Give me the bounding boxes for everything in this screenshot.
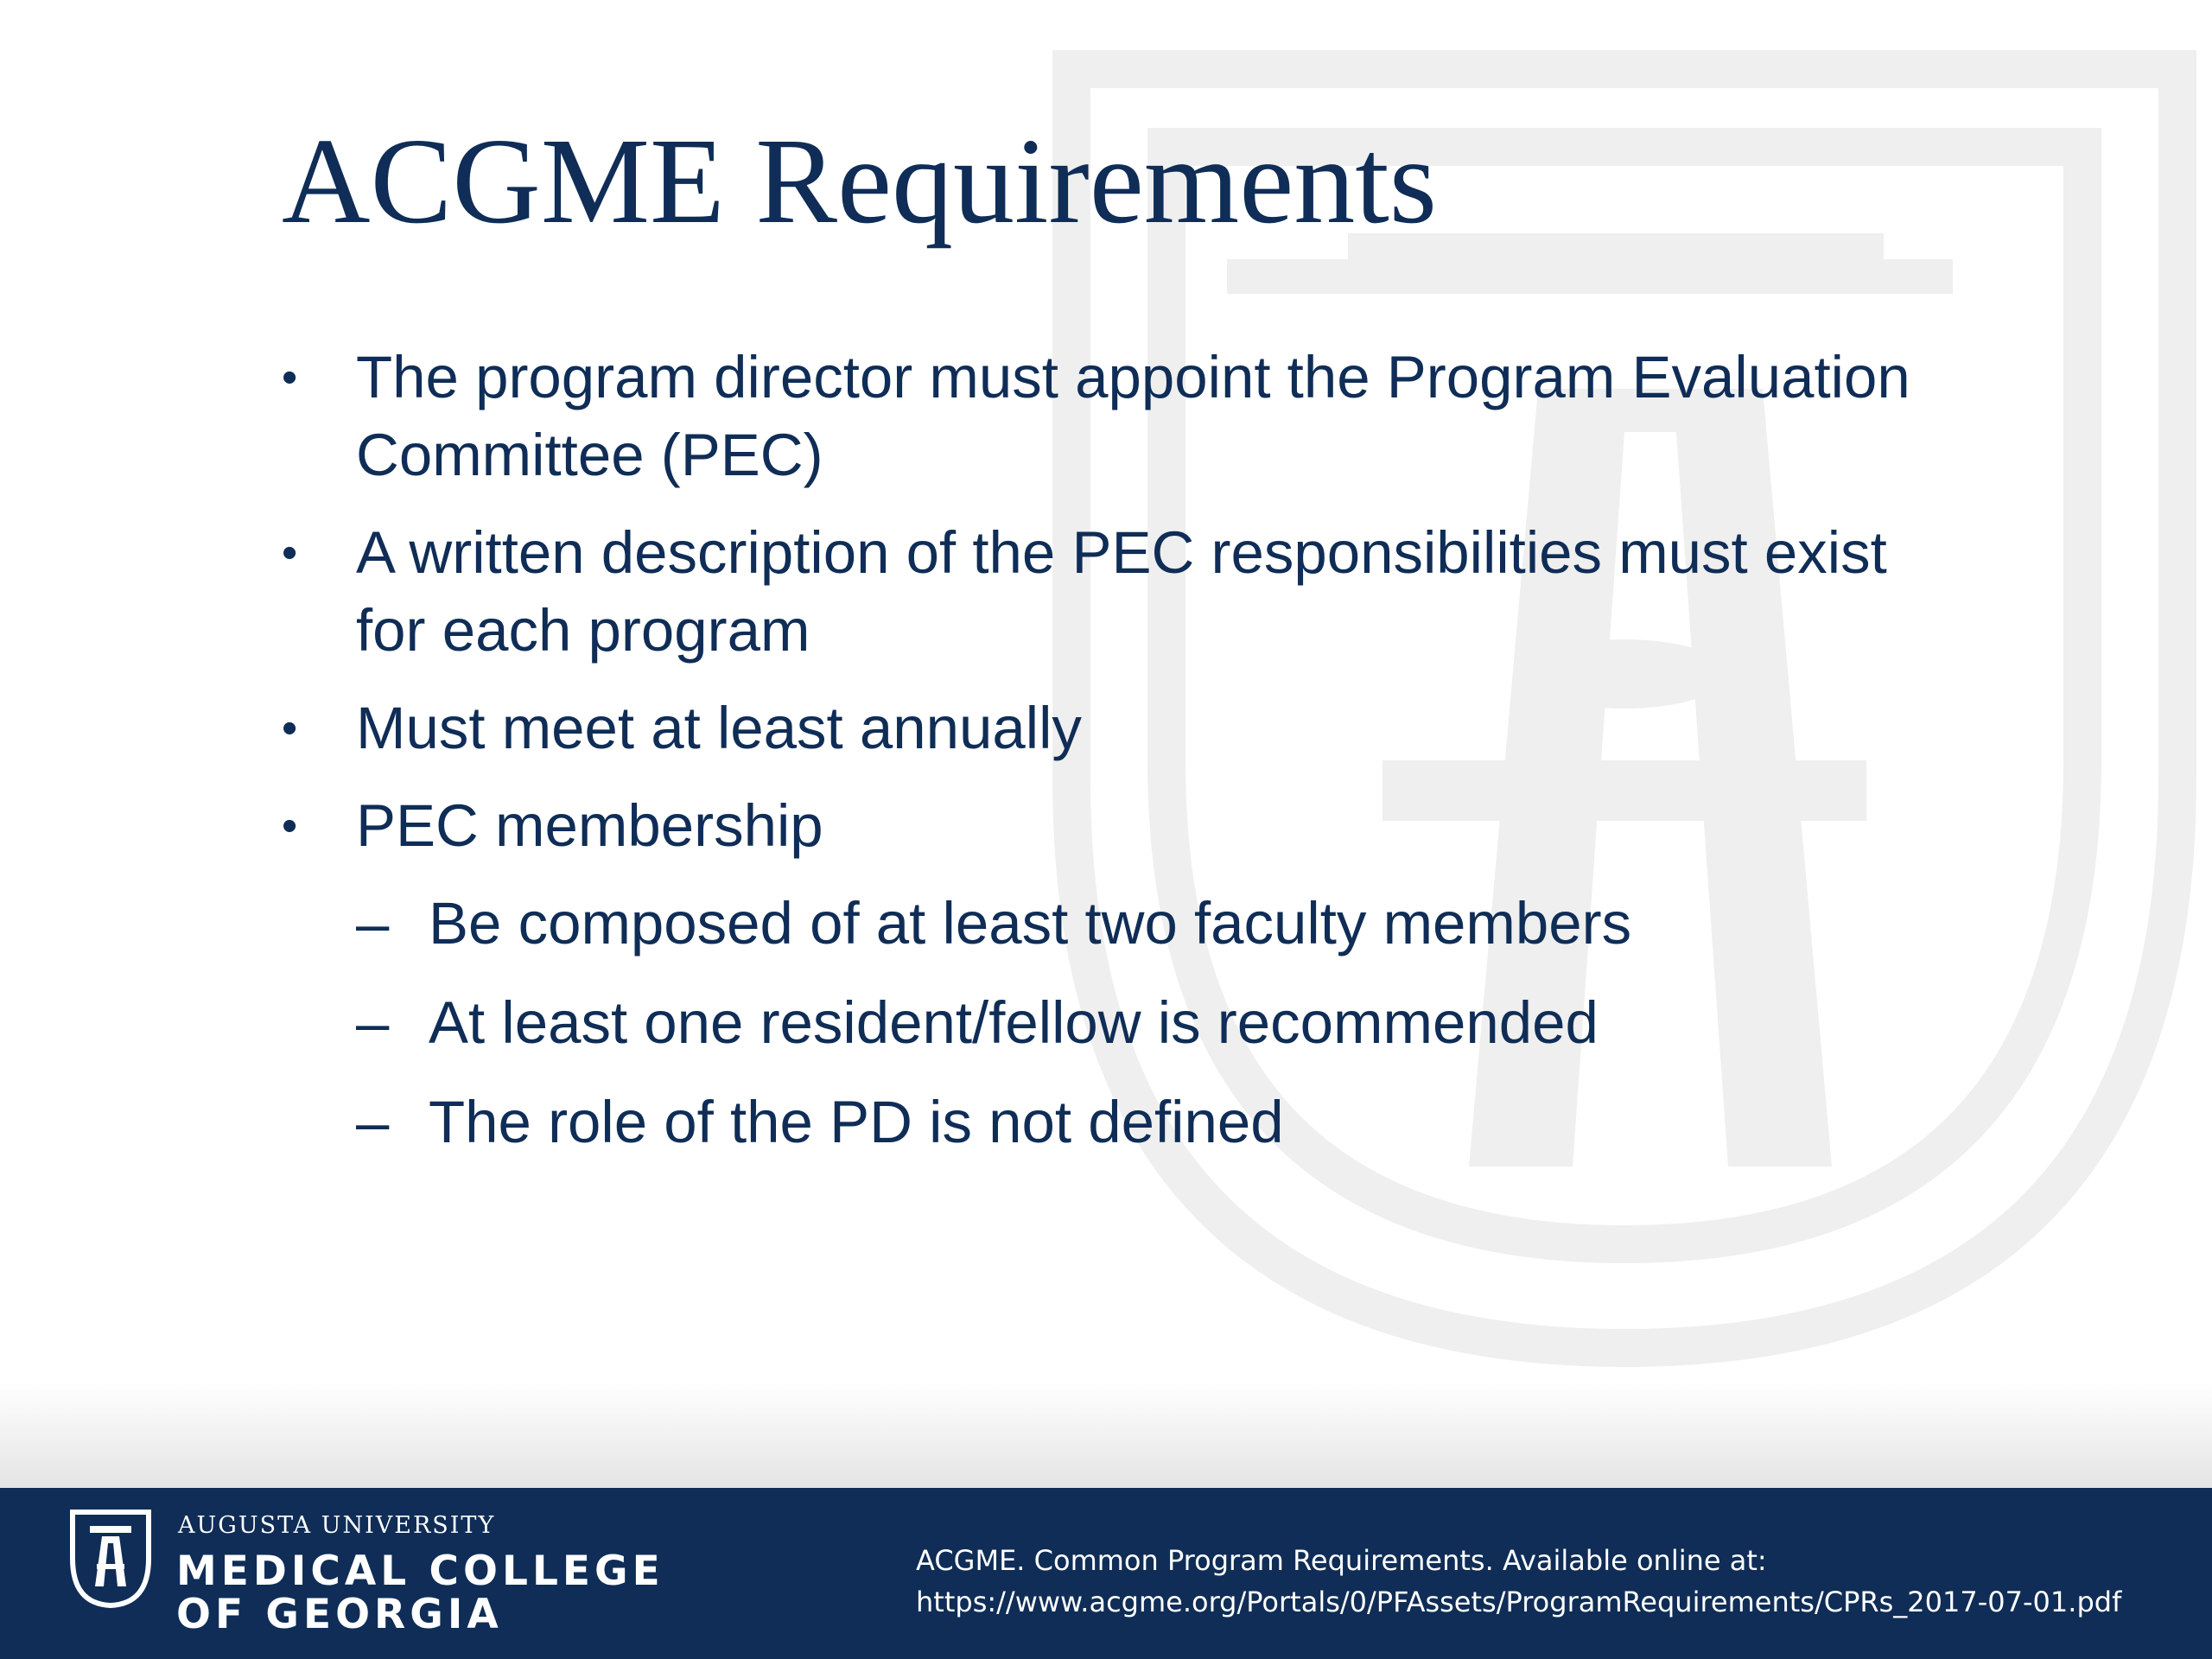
citation — [916, 1540, 2195, 1623]
bullet-item: • The program director must appoint the Program Evaluation Committee (PEC) — [282, 339, 1941, 494]
sub-bullet-item: – The role of the PD is not defined — [282, 1084, 1941, 1161]
university-name: AUGUSTA UNIVERSITY — [178, 1512, 496, 1539]
college-name-line1: MEDICAL COLLEGE — [176, 1548, 664, 1595]
university-shield-icon — [67, 1507, 154, 1611]
citation-url: https://www.acgme.org/Portals/0/PFAssets/ProgramRequirements/CPRs_2017-07-01.pdf — [916, 1586, 2122, 1618]
footer-fade — [0, 1382, 2212, 1488]
citation-line1: ACGME. Common Program Requirements. Available online at: — [916, 1544, 1767, 1577]
bullet-item: • PEC membership — [282, 787, 1941, 865]
bullet-item: • A written description of the PEC responsibilities must exist for each program — [282, 514, 1941, 670]
bullet-list — [282, 339, 1941, 1183]
college-name-line2: OF GEORGIA — [176, 1591, 503, 1638]
sub-bullet-item: – At least one resident/fellow is recommended — [282, 984, 1941, 1062]
slide-title: ACGME Requirements — [282, 112, 1438, 249]
bullet-item: • Must meet at least annually — [282, 690, 1941, 767]
sub-bullet-item: – Be composed of at least two faculty members — [282, 885, 1941, 963]
college-name — [176, 1550, 664, 1637]
footer-bar — [0, 1488, 2212, 1659]
